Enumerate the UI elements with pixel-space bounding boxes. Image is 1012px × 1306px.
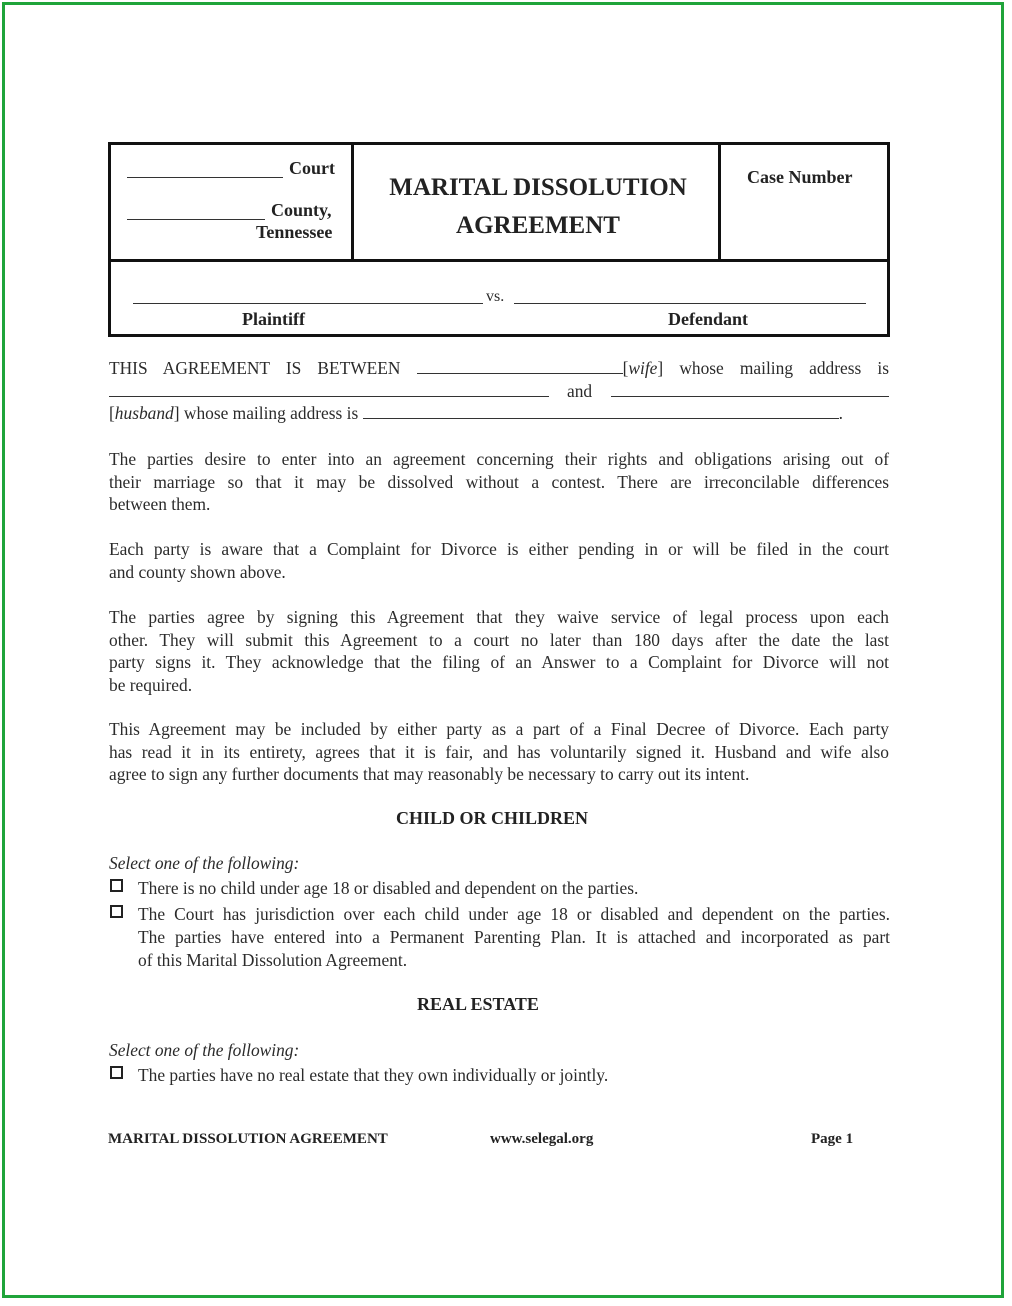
text-line: agree to sign any further documents that may reasonably be necessary to carry out its intent. [109,764,750,784]
children-select-instruction: Select one of the following: [109,853,300,873]
text-line [109,380,889,403]
wife-address-blank [109,381,549,397]
caption-box [108,142,890,337]
county-label: County, [271,200,332,220]
text-line: between them. [109,494,211,514]
vs-label: vs. [486,288,505,305]
court-blank [127,177,283,178]
text-line: The parties agree by signing this Agreement that they waive service of legal process upon each [109,607,889,627]
intro-paragraph [109,357,889,425]
divider [111,259,887,262]
paragraph [109,718,889,786]
option-no-children [138,877,890,900]
text: whose mailing address is [183,403,359,423]
text-line: [husband] whose mailing address is . [109,403,843,423]
text-line: The parties desire to enter into an agreement concerning their rights and obligations arising out of [109,449,889,469]
checkbox-no-real-estate[interactable] [110,1066,123,1079]
text-line: THIS AGREEMENT IS BETWEEN [wife] whose mailing address is [109,358,890,378]
checkbox-no-children[interactable] [110,879,123,892]
text: THIS AGREEMENT IS BETWEEN [109,358,401,378]
text-line: their marriage so that it may be dissolved without a contest. There are irreconcilable differences [109,471,889,492]
title-line: AGREEMENT [456,212,620,239]
defendant-blank [514,303,866,304]
text-line: has read it in its entirety, agrees that it is fair, and has voluntarily signed it. Husband and wife also [109,741,889,762]
defendant-label: Defendant [668,309,748,329]
wife-label: wife [628,358,658,378]
title-line: MARITAL DISSOLUTION [389,174,687,201]
real-estate-heading: REAL ESTATE [417,994,539,1014]
option-no-real-estate [138,1064,890,1087]
text-line: This Agreement may be included by either party as a part of a Final Decree of Divorce. Each party [109,719,889,739]
text: whose mailing address is [679,358,890,378]
option-text: There is no child under age 18 or disabled and dependent on the parties. [138,878,639,898]
husband-label: husband [114,403,174,423]
paragraph [109,538,889,583]
plaintiff-label: Plaintiff [242,309,305,329]
text-line: Each party is aware that a Complaint for Divorce is either pending in or will be filed in the court [109,539,889,559]
state-label: Tennessee [256,222,333,242]
footer-website: www.selegal.org [490,1131,594,1147]
footer-doc-title: MARITAL DISSOLUTION AGREEMENT [108,1131,388,1147]
text-line: and county shown above. [109,561,286,582]
text-line: other. They will submit this Agreement to a court no later than 180 days after the date the last [109,629,889,650]
page-title [357,169,719,245]
case-number-label: Case Number [747,167,853,187]
checkbox-children-jurisdiction[interactable] [110,905,123,918]
husband-address-blank [363,403,839,419]
footer-page-number: Page 1 [811,1131,854,1147]
county-blank [127,219,265,220]
divider [351,145,354,261]
option-children-jurisdiction [138,903,890,972]
real-estate-select-instruction: Select one of the following: [109,1040,300,1060]
option-text: The parties have entered into a Permanent Parenting Plan. It is attached and incorporated as part [138,927,890,947]
plaintiff-blank [133,303,483,304]
text-line: party signs it. They acknowledge that the filing of an Answer to a Complaint for Divorce will not [109,652,889,672]
husband-name-blank [611,381,889,397]
text-line: be required. [109,674,193,695]
paragraph [109,448,889,516]
option-text: The parties have no real estate that they own individually or jointly. [138,1065,609,1085]
wife-name-blank [417,358,623,374]
option-text: The Court has jurisdiction over each child under age 18 or disabled and dependent on the parties. [138,904,890,924]
option-text: of this Marital Dissolution Agreement. [138,950,408,970]
text: and [567,380,593,401]
paragraph [109,606,889,696]
children-heading: CHILD OR CHILDREN [396,808,589,828]
court-label: Court [289,158,335,178]
